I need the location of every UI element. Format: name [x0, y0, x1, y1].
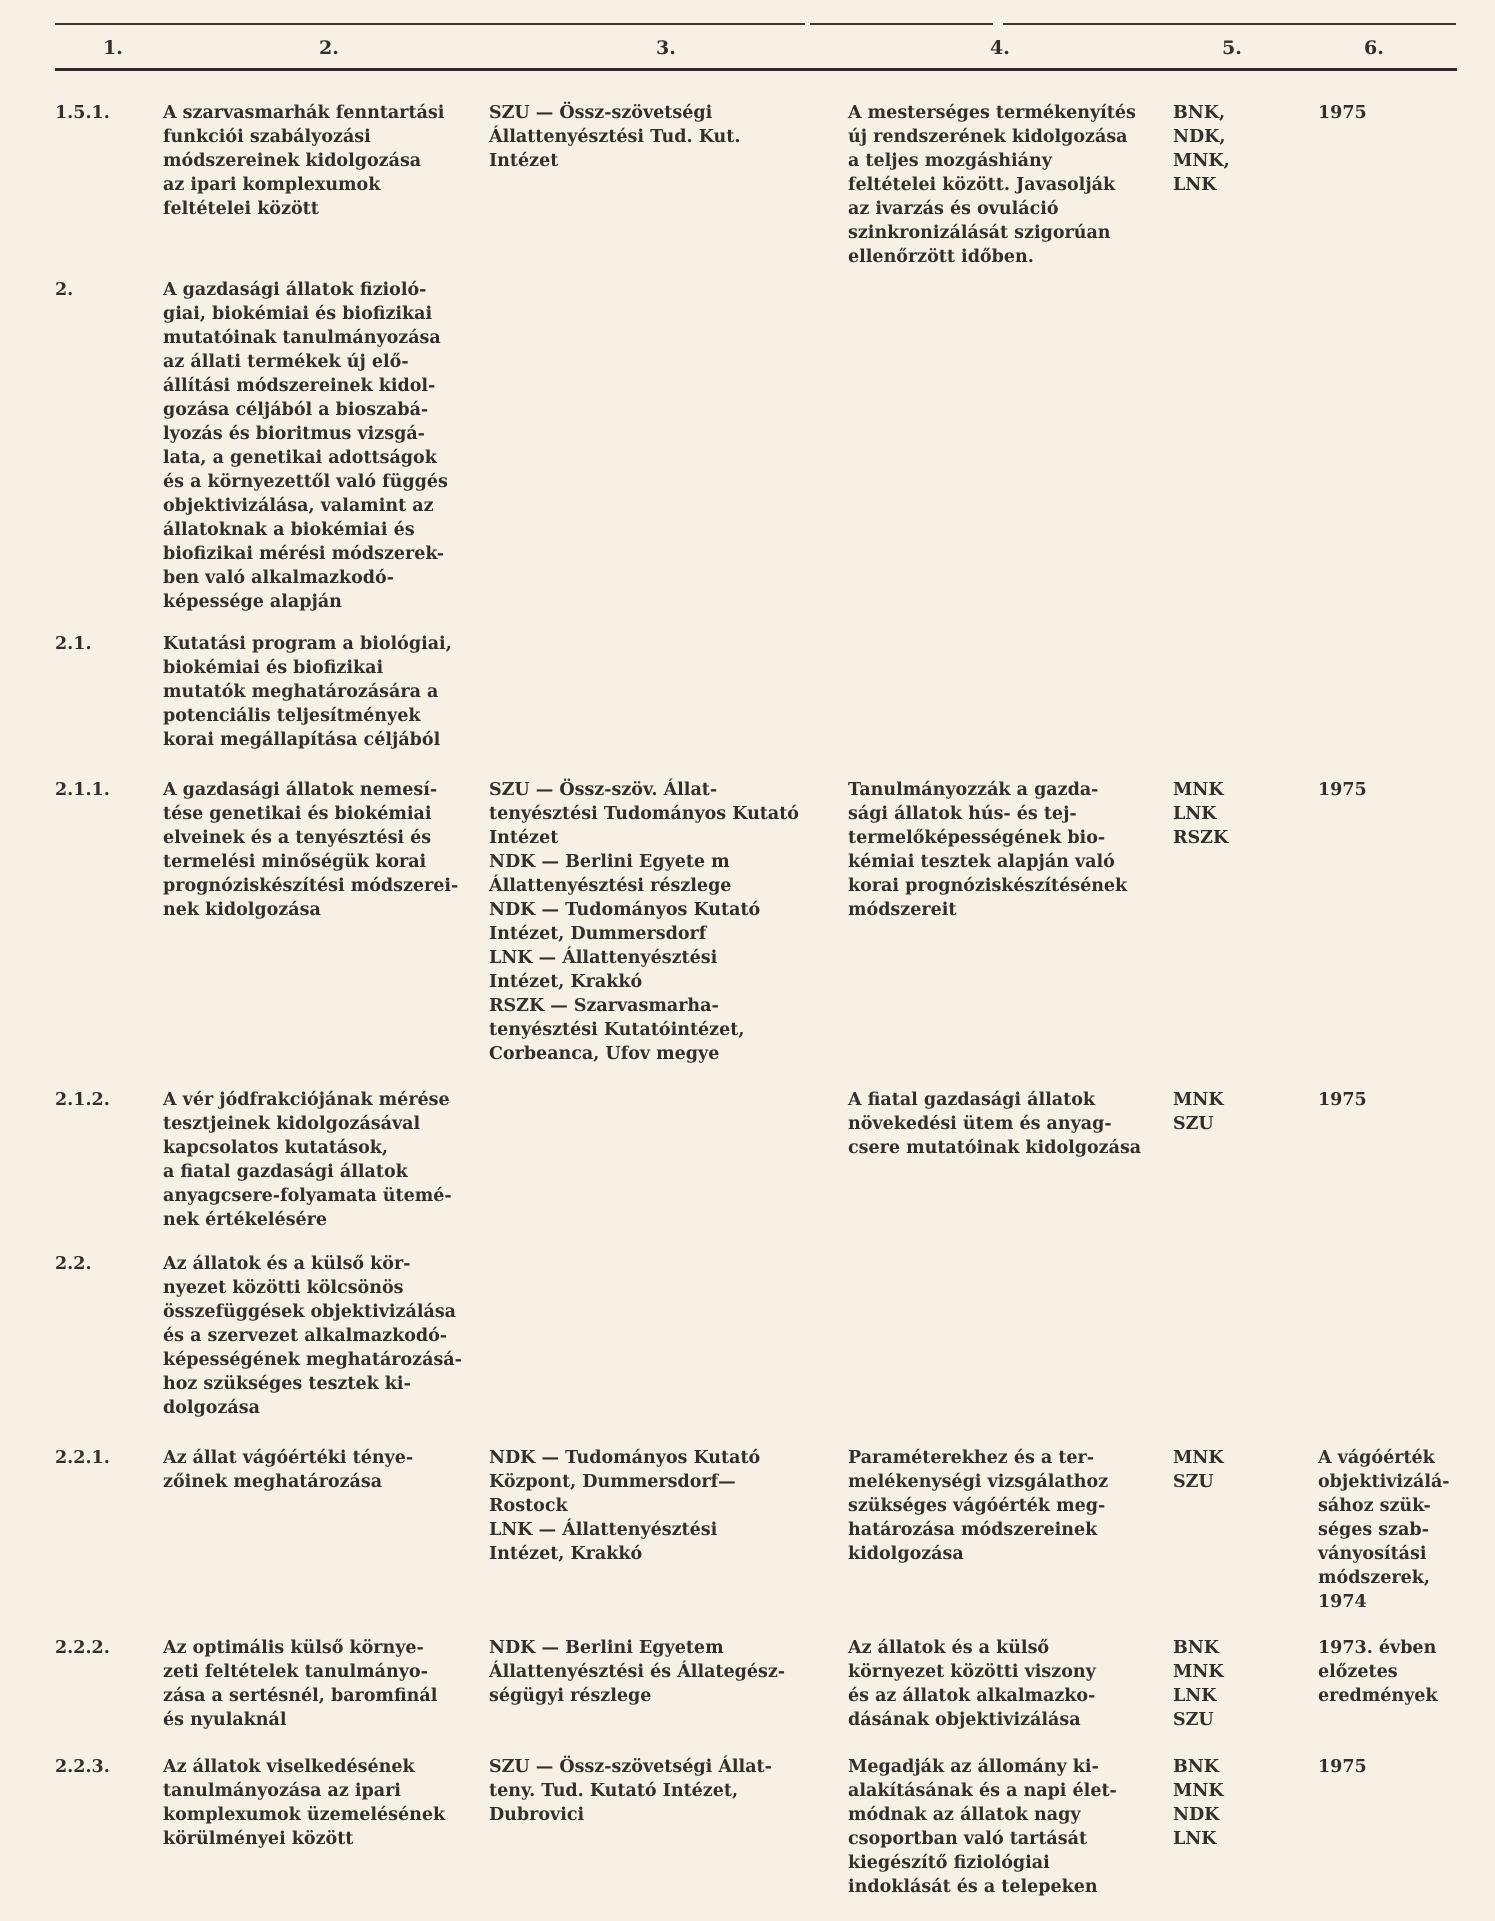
row-number: 2.2.1. — [55, 1448, 110, 1468]
row-number: 2.2.2. — [55, 1638, 110, 1658]
topic-cell: Az állatok viselkedésének tanulmányozása az ipari komplexumok üzemelésének körülményei között — [163, 1757, 446, 1849]
countries-cell: MNK LNK RSZK — [1173, 780, 1229, 848]
column-header-3: 3. — [656, 37, 676, 59]
result-cell: Megadják az állomány ki- alakításának és a napi élet- módnak az állatok nagy csoportban való tartását kiegészítő fiziológiai indoklását és a telepeken — [848, 1757, 1117, 1897]
year-cell: 1975 — [1318, 1090, 1367, 1110]
topic-cell: A gazdasági állatok nemesí- tése genetikai és biokémiai elveinek és a tenyésztési és termelési minőségük korai prognóziskészítési módszerei- nek kidolgozása — [163, 780, 459, 920]
column-header-4: 4. — [990, 37, 1010, 59]
institution-cell: SZU — Össz-szöv. Állat- tenyésztési Tudományos Kutató Intézet NDK — Berlini Egyete m Állattenyésztési részlege NDK — Tudományos Kutató Intézet, Dummersdorf LNK — Állattenyésztési Intézet, Krakkó RSZK — Szarvasmarha- tenyésztési Kutatóintézet, Corbeanca, Ufov megye — [489, 780, 799, 1064]
institution-cell: NDK — Tudományos Kutató Központ, Dummersdorf— Rostock LNK — Állattenyésztési Intézet, Krakkó — [489, 1448, 761, 1564]
row-number: 2. — [55, 280, 74, 300]
topic-cell: A gazdasági állatok fizioló- giai, biokémiai és biofizikai mutatóinak tanulmányozása az állati termékek új elő- állítási módszereinek kidol- gozása céljából a bioszabá- lyozás és bioritmus vizsgá- lata, a genetikai adottságok és a környezettől való függés objektivizálása, valamint az állatoknak a biokémiai és biofizikai mérési módszerek- ben való alkalmazkodó- képessége alapján — [163, 280, 448, 612]
column-header-6: 6. — [1364, 37, 1384, 59]
year-cell: 1975 — [1318, 103, 1367, 123]
year-cell: 1975 — [1318, 1757, 1367, 1777]
topic-cell: Kutatási program a biológiai, biokémiai és biofizikai mutatók meghatározására a potenciális teljesítmények korai megállapítása céljából — [163, 634, 452, 750]
countries-cell: BNK MNK LNK SZU — [1173, 1638, 1224, 1730]
year-cell: A vágóérték objektivizálá- sához szük- séges szab- ványosítási módszerek, 1974 — [1318, 1448, 1450, 1612]
institution-cell: SZU — Össz-szövetségi Állattenyésztési Tud. Kut. Intézet — [489, 103, 741, 171]
column-header-1: 1. — [103, 37, 123, 59]
row-number: 2.1.1. — [55, 780, 110, 800]
row-number: 2.1. — [55, 634, 92, 654]
topic-cell: A vér jódfrakciójának mérése tesztjeinek kidolgozásával kapcsolatos kutatások, a fiatal gazdasági állatok anyagcsere-folyamata ütemé- nek értékelésére — [163, 1090, 452, 1230]
row-number: 2.1.2. — [55, 1090, 110, 1110]
institution-cell: NDK — Berlini Egyetem Állattenyésztési és Állategész- ségügyi részlege — [489, 1638, 786, 1706]
countries-cell: BNK MNK NDK LNK — [1173, 1757, 1224, 1849]
topic-cell: A szarvasmarhák fenntartási funkciói szabályozási módszereinek kidolgozása az ipari komplexumok feltételei között — [163, 103, 445, 219]
year-cell: 1975 — [1318, 780, 1367, 800]
result-cell: Tanulmányozzák a gazda- sági állatok hús- és tej- termelőképességének bio- kémiai tesztek alapján való korai prognóziskészítésének módszereit — [848, 780, 1128, 920]
result-cell: A fiatal gazdasági állatok növekedési ütem és anyag- csere mutatóinak kidolgozása — [848, 1090, 1142, 1158]
row-number: 2.2.3. — [55, 1757, 110, 1777]
countries-cell: MNK SZU — [1173, 1090, 1224, 1134]
topic-cell: Az állatok és a külső kör- nyezet közötti kölcsönös összefüggések objektivizálása és a szervezet alkalmazkodó- képességének meghatározásá- hoz szükséges tesztek ki- dolgozása — [163, 1254, 462, 1418]
result-cell: Paraméterekhez és a ter- melékenységi vizsgálathoz szükséges vágóérték meg- határozása módszereinek kidolgozása — [848, 1448, 1109, 1564]
countries-cell: MNK SZU — [1173, 1448, 1224, 1492]
column-header-2: 2. — [319, 37, 339, 59]
column-header-5: 5. — [1222, 37, 1242, 59]
row-number: 1.5.1. — [55, 103, 110, 123]
result-cell: Az állatok és a külső környezet közötti viszony és az állatok alkalmazko- dásának objektivizálása — [848, 1638, 1096, 1730]
result-cell: A mesterséges termékenyítés új rendszerének kidolgozása a teljes mozgáshiány feltételei között. Javasolják az ivarzás és ovuláció szinkronizálását szigorúan ellenőrzött időben. — [848, 103, 1136, 267]
topic-cell: Az állat vágóértéki ténye- zőinek meghatározása — [163, 1448, 414, 1492]
row-number: 2.2. — [55, 1254, 92, 1274]
countries-cell: BNK, NDK, MNK, LNK — [1173, 103, 1230, 195]
topic-cell: Az optimális külső környe- zeti feltételek tanulmányo- zása a sertésnél, baromfinál és nyulaknál — [163, 1638, 438, 1730]
year-cell: 1973. évben előzetes eredmények — [1318, 1638, 1438, 1706]
institution-cell: SZU — Össz-szövetségi Állat- teny. Tud. Kutató Intézet, Dubrovici — [489, 1757, 772, 1825]
